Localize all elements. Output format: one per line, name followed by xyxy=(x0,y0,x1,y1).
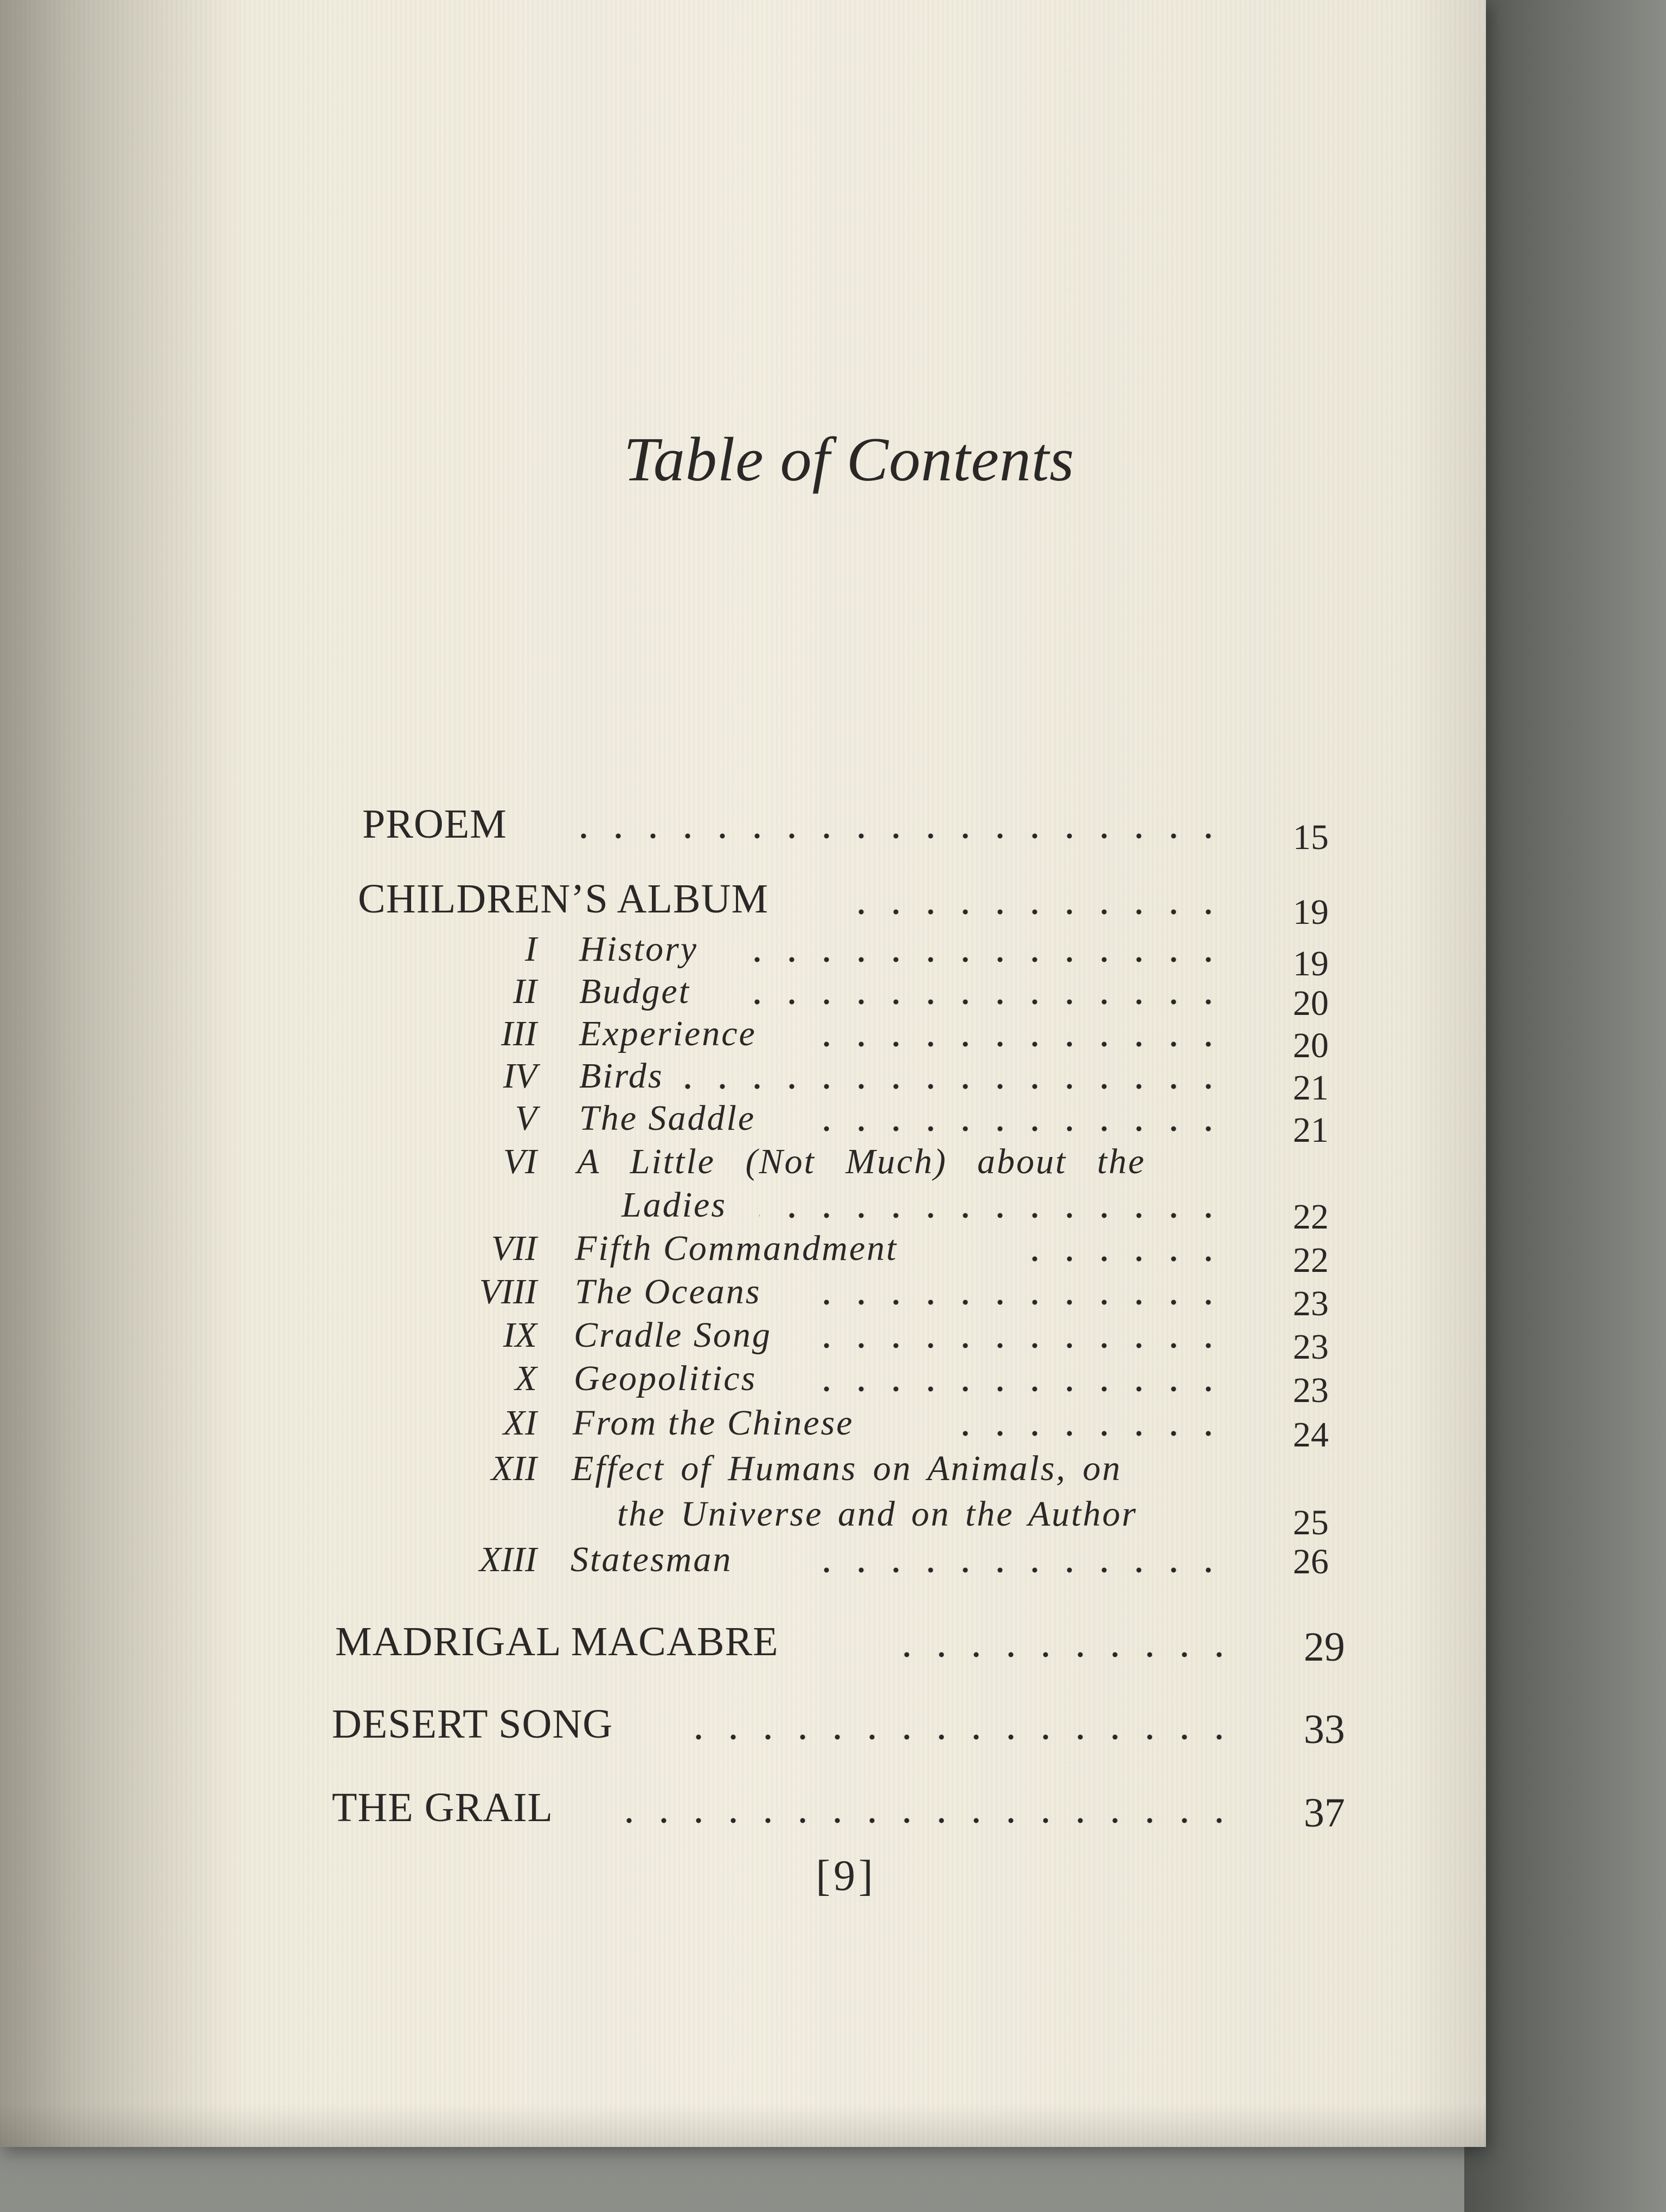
subentry-title: From the Chinese xyxy=(573,1403,854,1443)
subentry-page-number: 23 xyxy=(1293,1371,1329,1410)
page-number-the-grail: 37 xyxy=(1304,1790,1345,1836)
subentry-title: Experience xyxy=(579,1014,757,1053)
subentry-title: The Saddle xyxy=(579,1098,756,1138)
roman-numeral: XII xyxy=(491,1449,537,1488)
subentry-page-number: 20 xyxy=(1293,1026,1329,1065)
roman-numeral: VI xyxy=(503,1142,537,1181)
subentry-title: Cradle Song xyxy=(574,1315,772,1355)
subentry-page-number: 23 xyxy=(1293,1284,1329,1323)
subentry-page-number: 22 xyxy=(1293,1197,1329,1237)
page-bottom-shadow xyxy=(0,2104,1486,2147)
dot-leader xyxy=(813,1384,1226,1394)
subentry-title-continued: Ladies xyxy=(621,1185,727,1225)
page-number-childrens-album: 19 xyxy=(1293,892,1329,932)
toc-entry-the-grail: THE GRAIL xyxy=(332,1785,553,1830)
page-number-desert-song: 33 xyxy=(1304,1707,1345,1752)
dot-leader xyxy=(813,1123,1226,1134)
page-number-madrigal-macabre: 29 xyxy=(1304,1624,1345,1670)
subentry-page-number: 20 xyxy=(1293,983,1329,1023)
roman-numeral: XIII xyxy=(479,1540,537,1579)
subentry-title: Fifth Commandment xyxy=(575,1229,898,1268)
roman-numeral: III xyxy=(501,1014,537,1053)
roman-numeral: IX xyxy=(503,1315,537,1355)
subentry-title: Budget xyxy=(579,972,690,1011)
dot-leader xyxy=(830,906,1226,917)
page-number-proem: 15 xyxy=(1293,818,1329,857)
subentry-title: Birds xyxy=(579,1056,664,1096)
subentry-title: The Oceans xyxy=(575,1272,761,1311)
roman-numeral: I xyxy=(525,929,537,969)
dot-leader xyxy=(813,1340,1226,1351)
dot-leader xyxy=(1009,1253,1226,1264)
dot-leader xyxy=(759,1210,1226,1221)
roman-numeral: IV xyxy=(503,1056,537,1096)
toc-entry-madrigal-macabre: MADRIGAL MACABRE xyxy=(335,1619,779,1664)
subentry-page-number: 22 xyxy=(1293,1240,1329,1280)
dot-leader xyxy=(944,1428,1226,1439)
subentry-page-number: 26 xyxy=(1293,1542,1329,1581)
dot-leader xyxy=(879,1649,1236,1660)
page-folio: [9] xyxy=(816,1852,876,1900)
toc-entry-childrens-album: CHILDREN’S ALBUM xyxy=(358,876,769,922)
roman-numeral: V xyxy=(515,1098,537,1138)
dot-leader xyxy=(813,1039,1226,1050)
dot-leader xyxy=(797,1565,1226,1576)
roman-numeral: VII xyxy=(491,1229,537,1268)
roman-numeral: X xyxy=(515,1359,537,1398)
subentry-page-number: 19 xyxy=(1293,944,1329,983)
subentry-title: Statesman xyxy=(571,1540,733,1579)
dot-leader xyxy=(754,954,1226,965)
dot-leader xyxy=(618,1815,1236,1826)
gutter-shadow xyxy=(0,0,249,2147)
dot-leader xyxy=(813,1297,1226,1308)
subentry-title: History xyxy=(579,929,698,969)
subentry-title: Effect of Humans on Animals, on xyxy=(572,1449,1122,1488)
roman-numeral: II xyxy=(513,972,537,1011)
subentry-page-number: 21 xyxy=(1293,1068,1329,1108)
dot-leader xyxy=(569,831,1226,841)
subentry-title-continued: the Universe and on the Author xyxy=(617,1494,1138,1534)
roman-numeral: XI xyxy=(503,1403,537,1443)
book-cover-edge xyxy=(1464,0,1666,2212)
toc-entry-proem: PROEM xyxy=(362,801,507,847)
subentry-page-number: 21 xyxy=(1293,1110,1329,1150)
page-title: Table of Contents xyxy=(624,425,1075,494)
toc-entry-desert-song: DESERT SONG xyxy=(332,1701,613,1747)
subentry-page-number: 25 xyxy=(1293,1503,1329,1542)
dot-leader xyxy=(754,996,1226,1007)
subentry-page-number: 24 xyxy=(1293,1415,1329,1455)
subentry-title: A Little (Not Much) about the xyxy=(577,1142,1146,1181)
dot-leader xyxy=(683,1732,1236,1742)
subentry-title: Geopolitics xyxy=(574,1359,757,1398)
subentry-page-number: 23 xyxy=(1293,1327,1329,1367)
dot-leader xyxy=(683,1081,1226,1092)
roman-numeral: VIII xyxy=(479,1272,537,1311)
